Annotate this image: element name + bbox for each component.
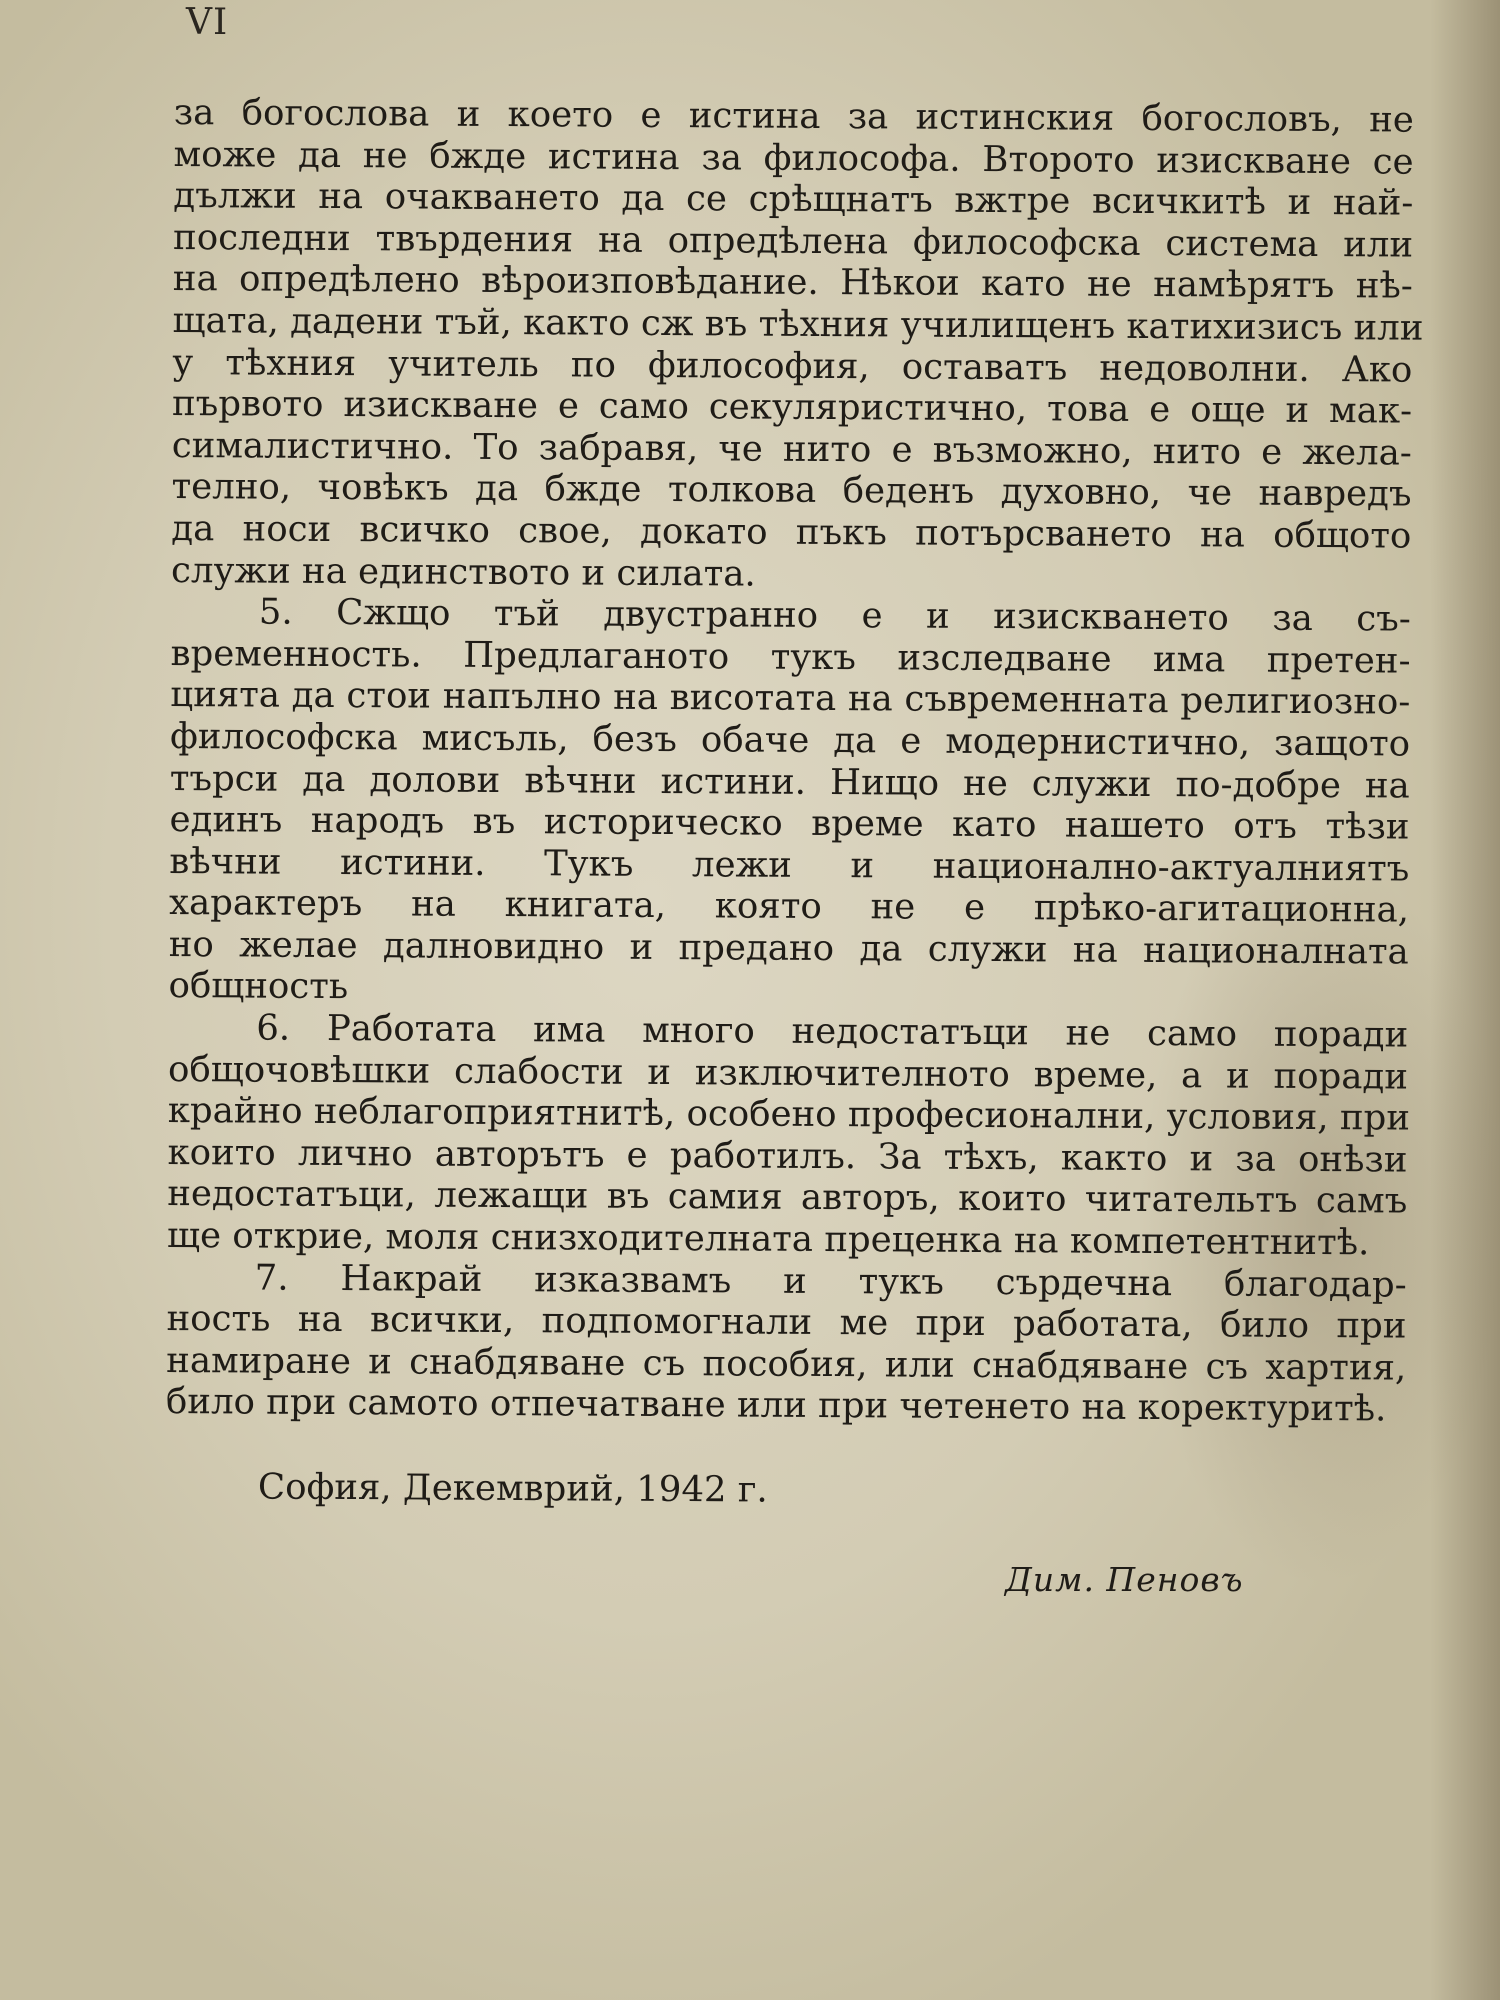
text-line: у тѣхния учитель по философия, оставатъ недоволни. Ако xyxy=(172,341,1413,391)
text-line: временность. Предлаганото тукъ изследване има претен- xyxy=(170,632,1411,682)
text-line: служи на единството и силата. xyxy=(170,549,756,595)
text-line: първото изискване е само секуляристично, това е още и мак- xyxy=(171,383,1413,432)
text-line: щата, дадени тъй, както сж въ тѣхния училищенъ катихизисъ или xyxy=(172,299,1424,349)
text-line: дължи на очакването да се срѣщнатъ вжтре всичкитѣ и най- xyxy=(173,175,1414,224)
place-date: София, Декемврий, 1942 г. xyxy=(257,1466,768,1511)
text-line: може да не бжде истина за философа. Второто изискване се xyxy=(173,133,1414,183)
text-line: сималистично. То забравя, че нито е възможно, нито е жела- xyxy=(171,424,1412,474)
text-line: които лично авторътъ е работилъ. За тѣхъ, както и за онѣзи xyxy=(167,1131,1408,1181)
text-line: крайно неблагоприятнитѣ, особено професионални, условия, при xyxy=(167,1090,1411,1139)
text-line: търси да долови вѣчни истини. Нищо не служи по-добре на xyxy=(169,757,1410,807)
text-line: общность xyxy=(168,965,349,1008)
text-line: ще открие, моля снизходителната преценка на компетентнитѣ. xyxy=(166,1215,1370,1264)
text-line: единъ народъ въ историческо време като нашето отъ тѣзи xyxy=(169,799,1410,848)
text-line: вѣчни истини. Тукъ лежи и национално-актуалниятъ xyxy=(169,840,1410,890)
page-number: VI xyxy=(186,2,229,43)
paragraph-5-start: 5. Сжщо тъй двустранно е и изискването за съ- xyxy=(258,591,1411,640)
page-edge-shadow xyxy=(1430,0,1500,2000)
paragraph-6-start: 6. Работата има много недостатъци не само поради xyxy=(256,1007,1409,1056)
author-signature: Дим. Пеновъ xyxy=(1005,1560,1244,1599)
text-line: недостатъци, лежащи въ самия авторъ, които читательтъ самъ xyxy=(167,1173,1408,1222)
text-line: за богослова и което е истина за истинския богословъ, не xyxy=(173,92,1414,141)
text-line: намиране и снабдяване съ пособия, или снабдяване съ хартия, xyxy=(166,1339,1407,1389)
text-line: телно, човѣкъ да бжде толкова беденъ духовно, че навредъ xyxy=(171,466,1412,515)
text-line: последни твърдения на опредѣлена философска система или xyxy=(172,216,1414,266)
text-line: да носи всичко свое, докато пъкъ потърсването на общото xyxy=(171,507,1412,557)
text-line: ность на всички, подпомогнали ме при работата, било при xyxy=(166,1298,1407,1347)
text-line: характеръ на книгата, която не е прѣко-агитационна, xyxy=(168,882,1410,931)
paragraph-7-start: 7. Накрай изказвамъ и тукъ сърдечна благодар- xyxy=(254,1257,1407,1306)
body-text xyxy=(165,92,1424,1431)
text-line: но желае далновидно и предано да служи на националната xyxy=(168,923,1409,973)
text-line: било при самото отпечатване или при четенето на коректуритѣ. xyxy=(165,1381,1387,1430)
text-line: философска мисъль, безъ обаче да е модернистично, защото xyxy=(169,715,1411,765)
text-line: цията да стои напълно на висотата на съвременната религиозно- xyxy=(170,674,1411,723)
text-line: на опредѣлено вѣроизповѣдание. Нѣкои като не намѣрятъ нѣ- xyxy=(172,258,1413,307)
text-line: общочовѣшки слабости и изключителното време, а и поради xyxy=(167,1048,1409,1098)
